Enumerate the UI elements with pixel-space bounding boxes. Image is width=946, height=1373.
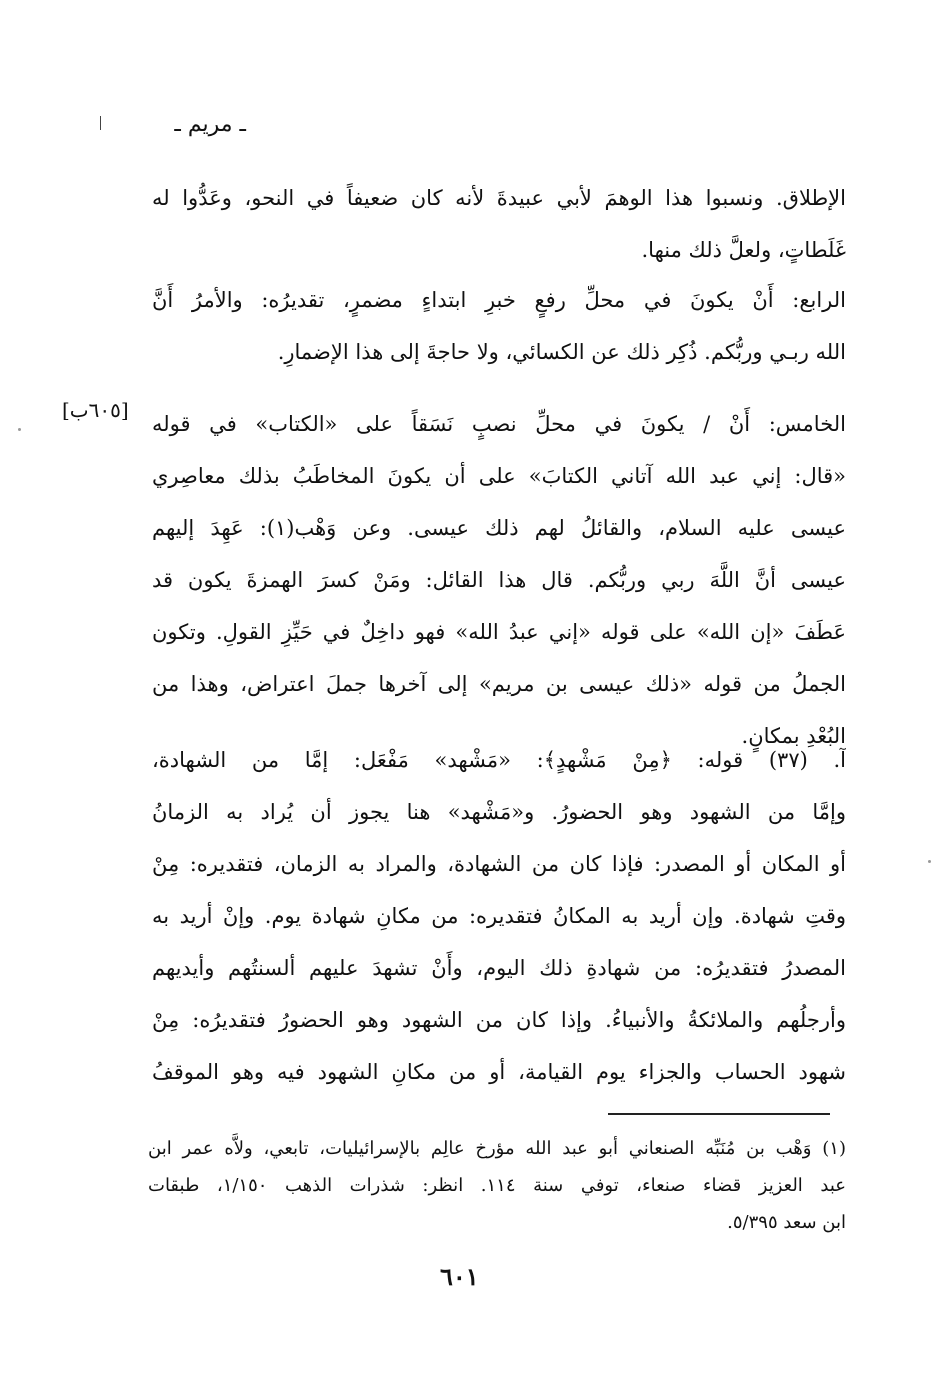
text-line: وأرجلُهم والملائكةُ والأنبياءُ. وإذا كان من الشهود وهو الحضورُ فتقديرُه: مِنْ (152, 1008, 846, 1032)
text-line: أو المكان أو المصدر: فإذا كان من الشهادة، والمراد به الزمان، فتقديره: مِنْ (152, 852, 846, 876)
footnote-line: عبد العزيز قضاء صنعاء، توفي سنة ١١٤. انظر: شذرات الذهب ١/١٥٠، طبقات (148, 1175, 846, 1196)
text-line: عَطَفَ «إن الله» على قوله «إني عبدُ الله» فهو داخِلٌ في حَيِّزِ القولِ. وتكون (152, 620, 846, 644)
page-number: ٦٠١ (440, 1262, 479, 1291)
footnote-line: ابن سعد ٥/٣٩٥. (727, 1212, 846, 1233)
paragraph-1 (152, 172, 846, 276)
scan-speck (18, 428, 21, 431)
text-line: الجملُ من قوله «ذلك عيسى بن مريم» إلى آخرها جملَ اعتراض، وهذا من (152, 672, 846, 696)
text-line: شهود الحساب والجزاء يوم القيامة، أو من مكانِ الشهود فيه وهو الموقفُ (152, 1060, 846, 1084)
text-line: الخامس: أَنْ / يكونَ في محلِّ نصبٍ نَسَقاً على «الكتاب» في قوله (152, 412, 846, 436)
footnote (148, 1130, 846, 1241)
text-line: الإطلاق. ونسبوا هذا الوهمَ لأبي عبيدةَ لأنه كان ضعيفاً في النحو، وعَدُّوا له (152, 186, 846, 210)
header-margin-mark (100, 116, 101, 130)
paragraph-3 (152, 398, 846, 762)
text-line: غَلَطاتٍ، ولعلَّ ذلك منها. (641, 238, 846, 262)
text-line: عيسى عليه السلام، والقائلُ لهم ذلك عيسى. وعن وَهْب(١): عَهِدَ إليهم (152, 516, 846, 540)
running-header: ـ مريم ـ (174, 112, 246, 137)
text-line: الرابع: أَنْ يكونَ في محلِّ رفعٍ خبرِ ابتداءٍ مضمرٍ، تقديرُه: والأمرُ أَنَّ (152, 288, 846, 312)
paragraph-4 (152, 734, 846, 1098)
text-line: البُعْدِ بمكانٍ. (741, 724, 846, 748)
text-line: عيسى أنَّ اللَّهَ ربي وربُّكم. قال هذا القائل: ومَنْ كسرَ الهمزةَ يكون قد (152, 568, 846, 592)
text-line: المصدرُ فتقديرُه: من شهادةِ ذلك اليوم، وأَنْ تشهدَ عليهم ألسنتُهم وأيديهم (152, 956, 846, 980)
text-line: «قال: إني عبد الله آتاني الكتابَ» على أن يكونَ المخاطَبُ بذلك معاصِري (152, 464, 846, 488)
manuscript-folio-reference: [٦٠٥ب] (62, 398, 129, 422)
text-line: وقتِ شهادة. وإن أريد به المكانُ فتقديره: من مكانِ شهادة يوم. وإنْ أريد به (152, 904, 846, 928)
text-line: وإمَّا من الشهود وهو الحضورُ. و«مَشْهد» هنا يجوز أن يُراد به الزمانُ (152, 800, 846, 824)
paragraph-2 (152, 274, 846, 378)
text-line: الله ربـي وربُّكم. ذُكِر ذلك عن الكسائي، ولا حاجةَ إلى هذا الإضمارِ. (277, 340, 846, 364)
text-line: آ. (٣٧) قوله: ﴿مِنْ مَشْهدٍ﴾: «مَشْهد» مَفْعَل: إمَّا من الشهادة، (152, 748, 846, 772)
scan-speck (928, 860, 931, 863)
footnote-divider (608, 1113, 830, 1115)
footnote-line: (١) وَهْب بن مُنَبِّه الصنعاني أبو عبد الله مؤرخ عالِم بالإسرائيليات، تابعي، ولاَّه عمر ابن (148, 1138, 846, 1159)
